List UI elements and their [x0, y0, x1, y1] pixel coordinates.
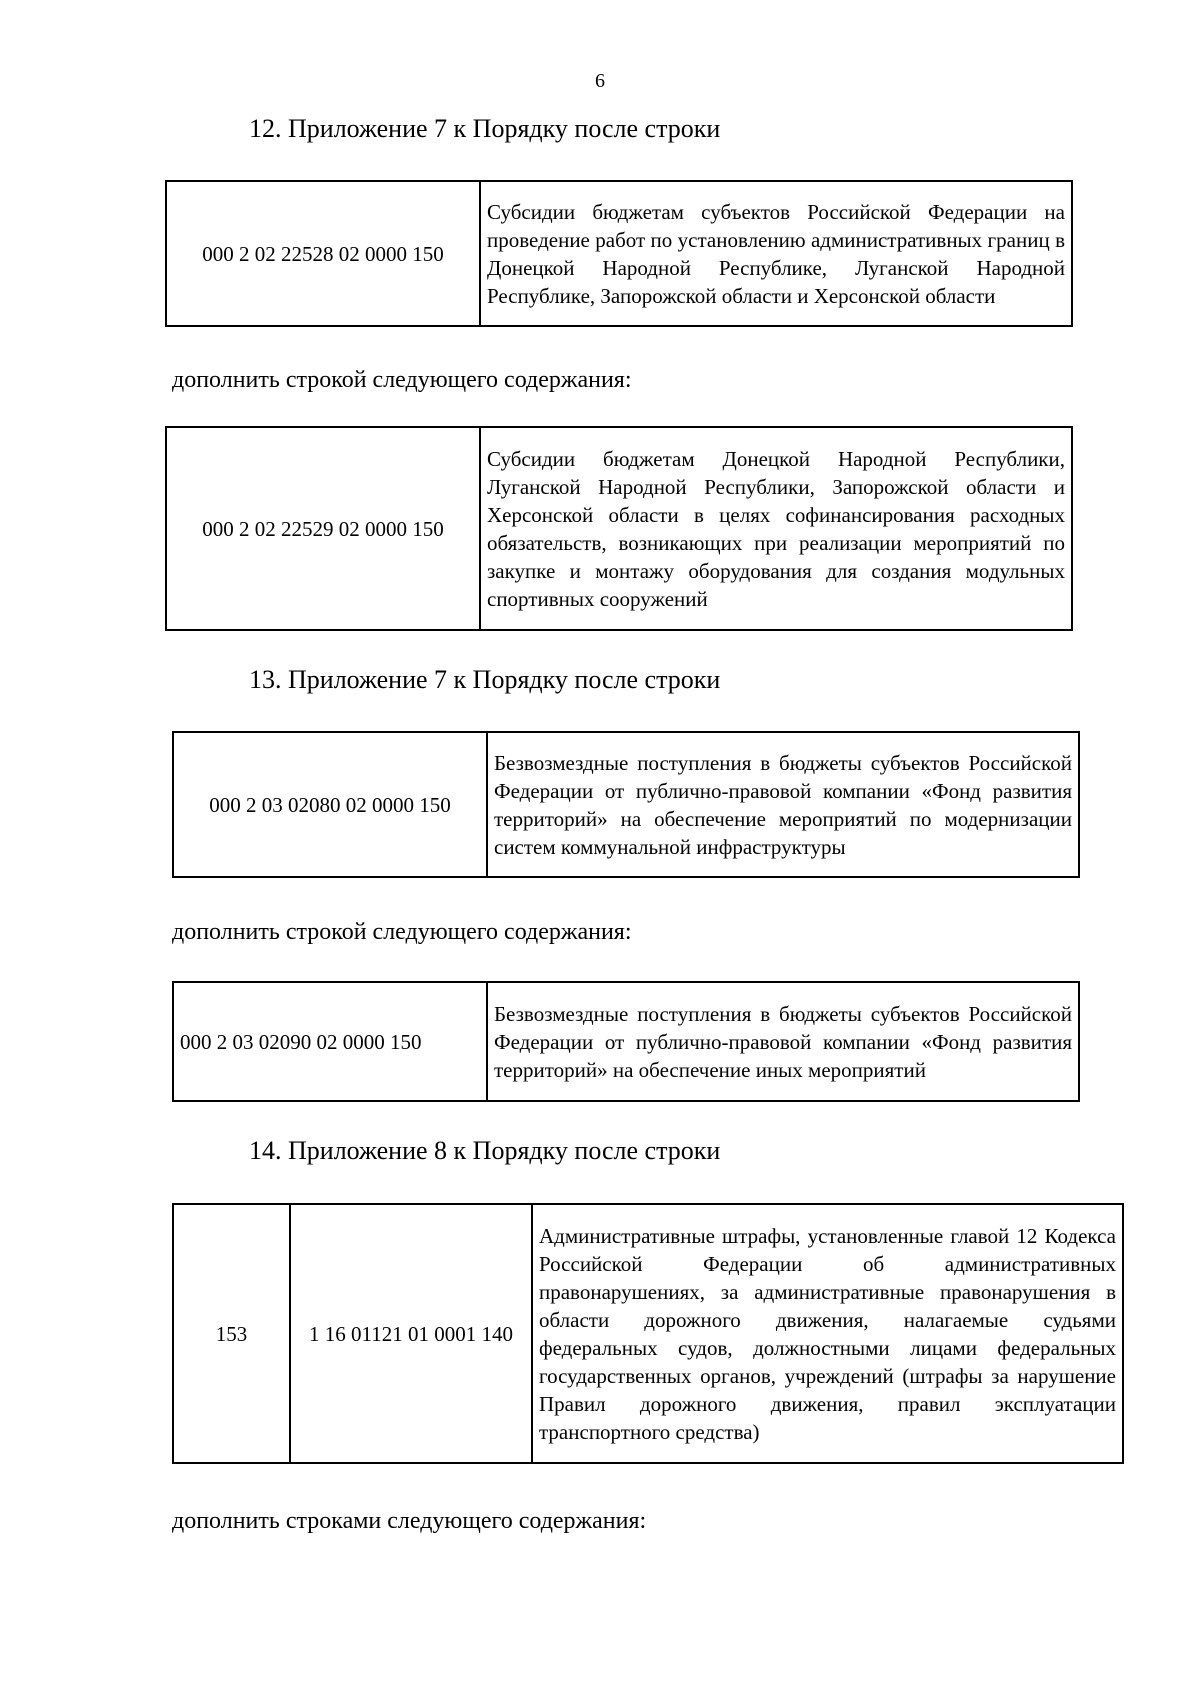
description-cell: Субсидии бюджетам Донецкой Народной Республики, Луганской Народной Республики, Запорожской области и Херсонской области в целях софинансирования расходных обязательств, возникающих при реализации мероприятий по закупке и монтажу оборудования для создания модульных спортивных сооружений — [480, 427, 1072, 630]
description-cell: Безвозмездные поступления в бюджеты субъектов Российской Федерации от публично-правовой компании «Фонд развития территорий» на обеспечение иных мероприятий — [487, 982, 1079, 1101]
budget-code-cell: 000 2 02 22529 02 0000 150 — [166, 427, 480, 630]
section-13-new-table — [172, 981, 1080, 1102]
budget-code-cell: 000 2 03 02080 02 0000 150 — [173, 732, 487, 877]
section-13-add-text: дополнить строкой следующего содержания: — [172, 919, 632, 945]
section-14-heading: 14. Приложение 8 к Порядку после строки — [249, 1136, 721, 1165]
section-13-heading: 13. Приложение 7 к Порядку после строки — [249, 665, 721, 694]
table-row — [166, 181, 1072, 326]
section-14-add-text: дополнить строками следующего содержания: — [172, 1508, 647, 1534]
section-12-add-text: дополнить строкой следующего содержания: — [172, 367, 632, 393]
section-12-table — [165, 180, 1073, 327]
admin-code-cell: 153 — [173, 1204, 290, 1463]
budget-code-cell: 000 2 03 02090 02 0000 150 — [173, 982, 487, 1101]
section-13-table — [172, 731, 1080, 878]
section-12-heading: 12. Приложение 7 к Порядку после строки — [249, 114, 721, 143]
section-14-table — [172, 1203, 1124, 1464]
description-cell: Субсидии бюджетам субъектов Российской Федерации на проведение работ по установлению административных границ в Донецкой Народной Республике, Луганской Народной Республике, Запорожской области и Херсонской области — [480, 181, 1072, 326]
budget-code-cell: 1 16 01121 01 0001 140 — [290, 1204, 532, 1463]
section-12-new-table — [165, 426, 1073, 631]
description-cell: Административные штрафы, установленные главой 12 Кодекса Российской Федерации об административных правонарушениях, за административные правонарушения в области дорожного движения, налагаемые судьями федеральных судов, должностными лицами федеральных государственных органов, учреждений (штрафы за нарушение Правил дорожного движения, правил эксплуатации транспортного средства) — [532, 1204, 1123, 1463]
budget-code-cell: 000 2 02 22528 02 0000 150 — [166, 181, 480, 326]
table-row — [173, 1204, 1123, 1463]
table-row — [166, 427, 1072, 630]
table-row — [173, 982, 1079, 1101]
table-row — [173, 732, 1079, 877]
page-number: 6 — [595, 70, 605, 92]
description-cell: Безвозмездные поступления в бюджеты субъектов Российской Федерации от публично-правовой компании «Фонд развития территорий» на обеспечение мероприятий по модернизации систем коммунальной инфраструктуры — [487, 732, 1079, 877]
